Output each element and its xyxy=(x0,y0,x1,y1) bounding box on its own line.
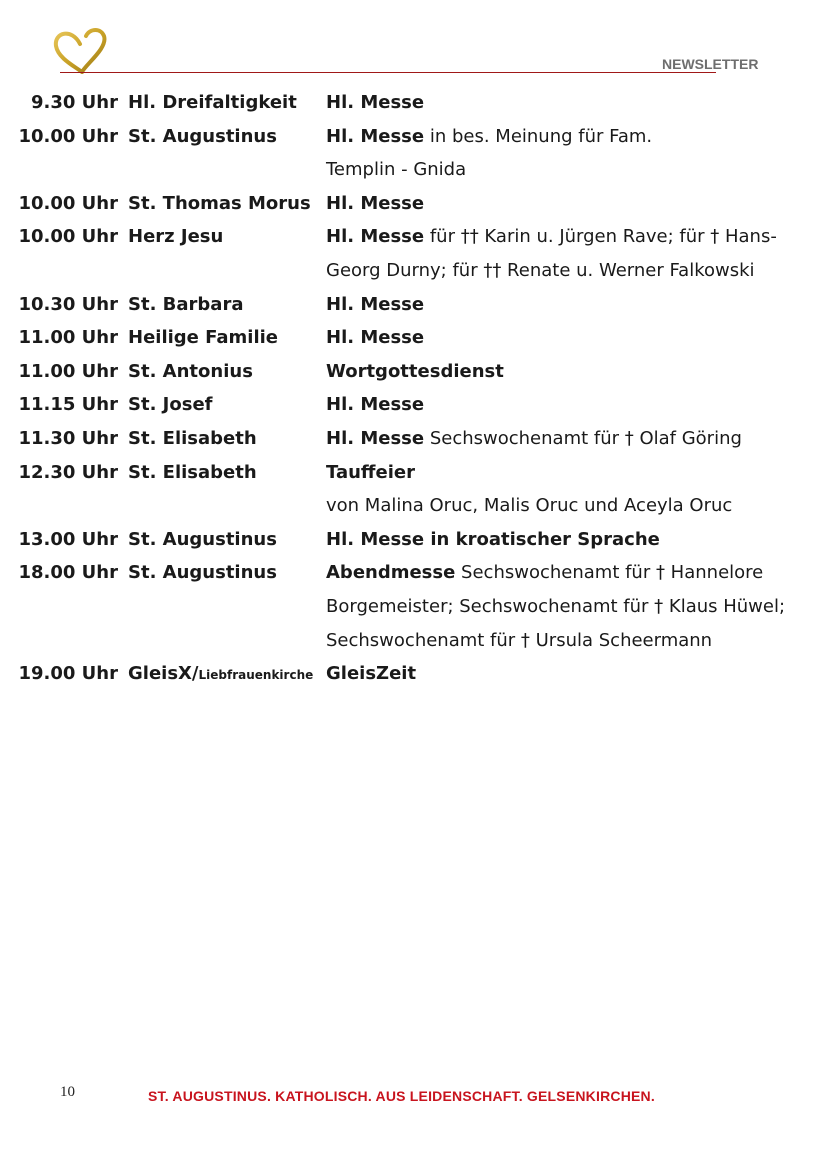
entry-church xyxy=(128,120,277,154)
entry-time: 11.00 Uhr xyxy=(18,360,118,382)
schedule-entry xyxy=(0,556,827,657)
schedule-line xyxy=(0,86,827,120)
entry-church xyxy=(128,422,257,456)
entry-text xyxy=(326,388,424,422)
entry-time: 11.15 Uhr xyxy=(18,394,118,416)
schedule-line xyxy=(0,153,827,187)
entry-text xyxy=(326,321,424,355)
page-number: 10 xyxy=(60,1084,75,1100)
schedule-line xyxy=(0,657,827,691)
entry-church-name: St. Thomas Morus xyxy=(128,192,311,214)
schedule-line xyxy=(0,355,827,389)
entry-text xyxy=(326,86,424,120)
entry-time: 18.00 Uhr xyxy=(18,562,118,584)
schedule-entry xyxy=(0,388,827,422)
entry-text xyxy=(326,624,712,658)
entry-text xyxy=(326,657,416,691)
entry-church-name: St. Barbara xyxy=(128,293,244,315)
entry-time: 13.00 Uhr xyxy=(18,528,118,550)
schedule-line xyxy=(0,388,827,422)
entry-text xyxy=(326,556,763,590)
schedule-line xyxy=(0,590,827,624)
entry-service-title: Hl. Messe xyxy=(326,327,425,349)
entry-service-title: Wortgottesdienst xyxy=(326,360,504,382)
entry-text xyxy=(326,254,755,288)
entry-time: 19.00 Uhr xyxy=(18,663,118,685)
entry-text xyxy=(326,456,415,490)
entry-church-name: St. Josef xyxy=(128,394,213,416)
entry-text xyxy=(326,523,660,557)
entry-intention: Georg Durny; für †† Renate u. Werner Falkowski xyxy=(326,259,755,281)
entry-church xyxy=(128,355,253,389)
entry-service-title: Hl. Messe xyxy=(326,92,425,113)
newsletter-label: NEWSLETTER xyxy=(662,56,759,72)
entry-church-name: St. Antonius xyxy=(128,360,253,382)
entry-text xyxy=(326,187,424,221)
schedule-entry xyxy=(0,657,827,691)
entry-text xyxy=(326,489,732,523)
schedule-entry xyxy=(0,321,827,355)
footer-slogan: ST. AUGUSTINUS. KATHOLISCH. AUS LEIDENSCHAFT. GELSENKIRCHEN. xyxy=(148,1088,655,1104)
entry-service-title: Hl. Messe xyxy=(326,293,425,315)
schedule-line xyxy=(0,523,827,557)
entry-church-name: Herz Jesu xyxy=(128,226,224,248)
schedule-entry xyxy=(0,422,827,456)
entry-time: 10.30 Uhr xyxy=(18,293,118,315)
entry-church xyxy=(128,657,313,693)
entry-time: 10.00 Uhr xyxy=(18,125,118,147)
entry-service-title: Hl. Messe in kroatischer Sprache xyxy=(326,528,660,550)
entry-intention: Templin - Gnida xyxy=(326,159,467,181)
entry-church-name: St. Elisabeth xyxy=(128,461,257,483)
entry-church xyxy=(128,86,297,120)
entry-service-title: Hl. Messe xyxy=(326,394,425,416)
entry-text xyxy=(326,153,466,187)
header-rule xyxy=(60,72,716,73)
entry-intention: Sechswochenamt für † Olaf Göring xyxy=(424,427,742,449)
entry-intention: von Malina Oruc, Malis Oruc und Aceyla Oruc xyxy=(326,495,733,517)
entry-service-title: Hl. Messe xyxy=(326,226,425,248)
entry-church xyxy=(128,523,277,557)
entry-church-name: GleisX/ xyxy=(128,663,199,685)
entry-time: 10.00 Uhr xyxy=(18,226,118,248)
entry-time: 9.30 Uhr xyxy=(31,92,118,113)
entry-church xyxy=(128,456,257,490)
entry-church-sub: Liebfrauenkirche xyxy=(198,668,314,683)
schedule-entry xyxy=(0,86,827,120)
entry-church xyxy=(128,321,278,355)
schedule-line xyxy=(0,624,827,658)
entry-service-title: GleisZeit xyxy=(326,663,417,685)
entry-church-name: Heilige Familie xyxy=(128,327,279,349)
entry-service-title: Abendmesse xyxy=(326,562,456,584)
entry-church-name: St. Augustinus xyxy=(128,562,277,584)
entry-church-name: St. Augustinus xyxy=(128,125,277,147)
entry-service-title: Hl. Messe xyxy=(326,192,425,214)
entry-text xyxy=(326,220,777,254)
entry-time: 10.00 Uhr xyxy=(18,192,118,214)
entry-church xyxy=(128,556,277,590)
entry-service-title: Hl. Messe xyxy=(326,427,425,449)
entry-church xyxy=(128,220,223,254)
entry-church-name: St. Augustinus xyxy=(128,528,277,550)
entry-text xyxy=(326,120,652,154)
schedule-entry xyxy=(0,288,827,322)
entry-church-name: St. Elisabeth xyxy=(128,427,257,449)
entry-time: 11.30 Uhr xyxy=(18,427,118,449)
entry-church xyxy=(128,187,311,221)
schedule-line xyxy=(0,187,827,221)
entry-text xyxy=(326,590,785,624)
entry-intention: Borgemeister; Sechswochenamt für † Klaus Hüwel; xyxy=(326,595,786,617)
schedule-line xyxy=(0,556,827,590)
schedule-line xyxy=(0,120,827,154)
schedule-entry xyxy=(0,456,827,523)
entry-text xyxy=(326,422,742,456)
schedule-entry xyxy=(0,355,827,389)
schedule-entry xyxy=(0,220,827,287)
schedule-line xyxy=(0,288,827,322)
entry-time: 11.00 Uhr xyxy=(18,327,118,349)
entry-church xyxy=(128,288,243,322)
schedule-entry xyxy=(0,187,827,221)
gold-heart-logo-icon xyxy=(50,26,112,74)
entry-time: 12.30 Uhr xyxy=(18,461,118,483)
entry-church xyxy=(128,388,213,422)
entry-service-title: Tauffeier xyxy=(326,461,415,483)
mass-schedule xyxy=(0,86,827,691)
entry-intention: in bes. Meinung für Fam. xyxy=(424,125,653,147)
schedule-line xyxy=(0,254,827,288)
schedule-line xyxy=(0,422,827,456)
entry-intention: Sechswochenamt für † Ursula Scheermann xyxy=(326,629,713,651)
entry-church-name: Hl. Dreifaltigkeit xyxy=(128,92,297,113)
entry-text xyxy=(326,288,424,322)
entry-service-title: Hl. Messe xyxy=(326,125,425,147)
entry-text xyxy=(326,355,504,389)
schedule-line xyxy=(0,220,827,254)
schedule-line xyxy=(0,489,827,523)
entry-intention: für †† Karin u. Jürgen Rave; für † Hans- xyxy=(424,226,777,248)
schedule-line xyxy=(0,321,827,355)
schedule-line xyxy=(0,456,827,490)
entry-intention: Sechswochenamt für † Hannelore xyxy=(455,562,764,584)
schedule-entry xyxy=(0,120,827,187)
schedule-entry xyxy=(0,523,827,557)
